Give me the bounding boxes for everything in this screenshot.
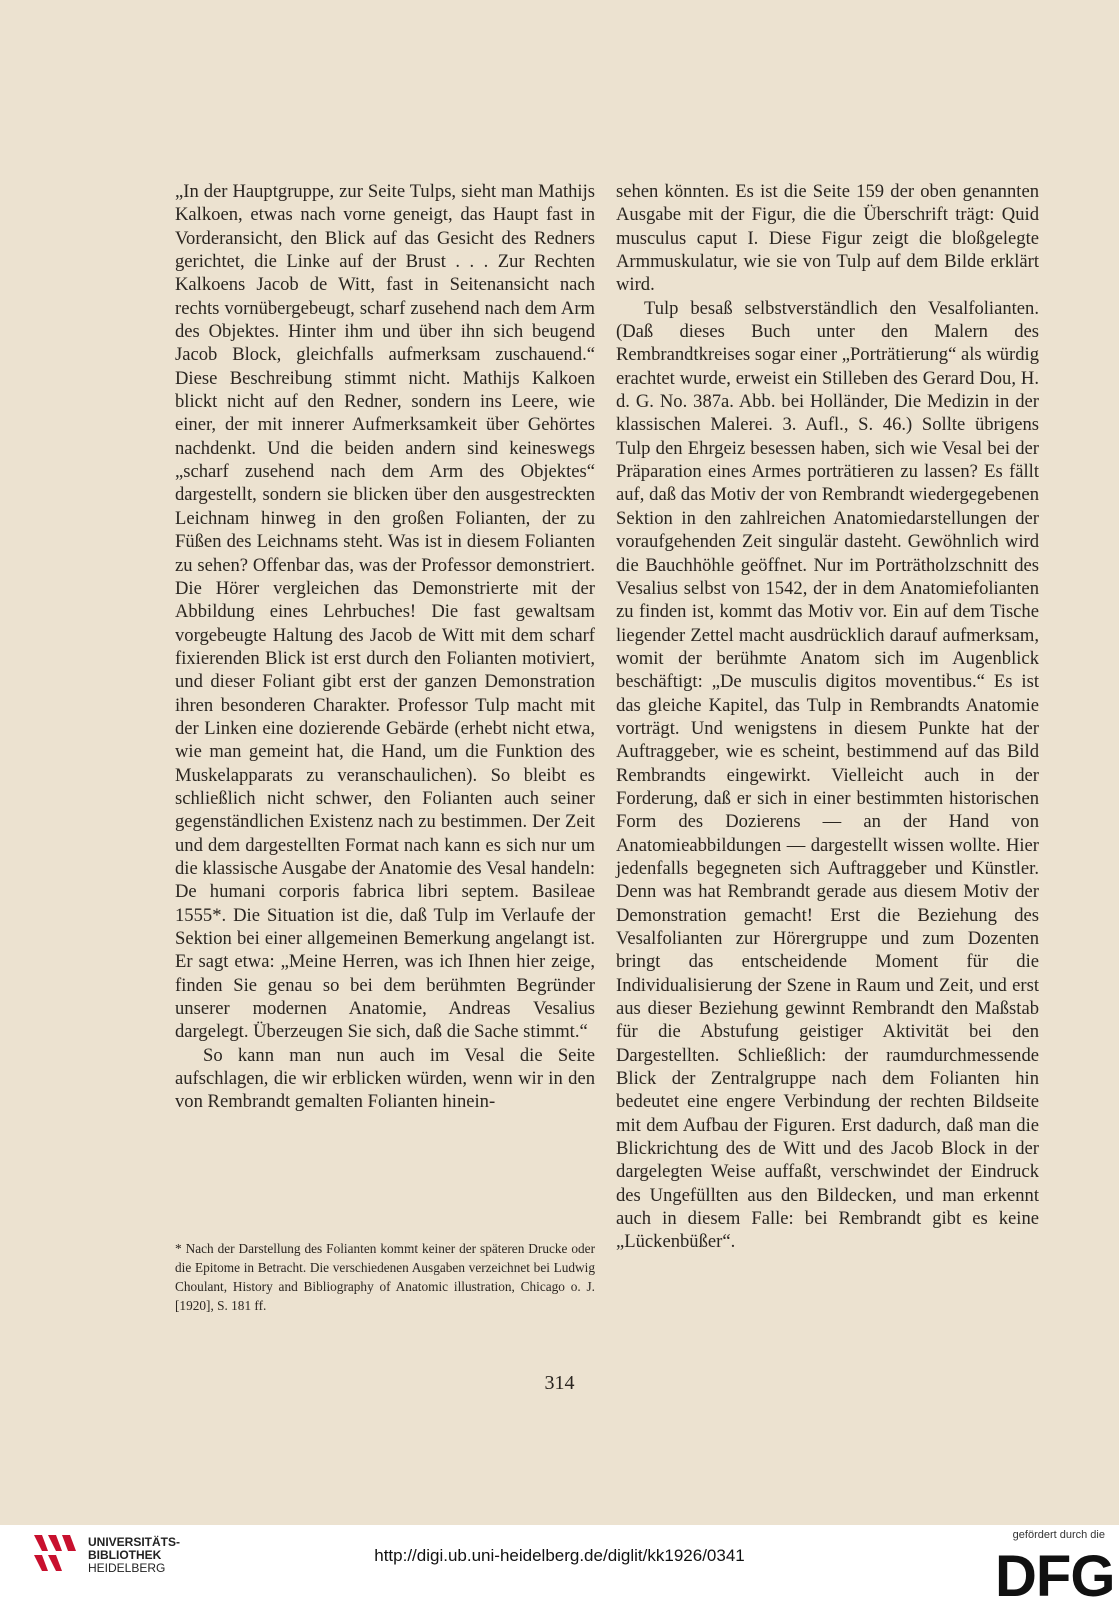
left-column bbox=[175, 180, 595, 1114]
footnote: * Nach der Darstellung des Folianten kommt keiner der späteren Drucke oder die Epitome in Betracht. Die verschiedenen Ausgaben verzeichnet bei Ludwig Choulant, History and Bibliography of Anatomic illustration, Chicago o. J. [1920], S. 181 ff. bbox=[175, 1241, 595, 1313]
dfg-logo[interactable]: DFG bbox=[995, 1544, 1115, 1609]
page-number: 314 bbox=[544, 1372, 575, 1394]
funding-note: gefördert durch die bbox=[1012, 1529, 1105, 1541]
library-name-line2: BIBLIOTHEK bbox=[88, 1548, 162, 1562]
right-paragraph-2: Tulp besaß selbstverständlich den Vesalfolianten. (Daß dieses Buch unter den Malern des Rembrandtkreises sogar einer „Porträtierung“ als würdig erachtet wurde, erweist ein Stilleben des Gerard Dou, H. d. G. No. 387a. Abb. bei Holländer, Die Medizin in der klassischen Malerei. 3. Aufl., S. 46.) Sollte übrigens Tulp den Ehrgeiz besessen haben, sich wie Vesal bei der Präparation eines Armes porträtieren zu lassen? Es fällt auf, daß das Motiv der von Rembrandt wiedergegebenen Sektion in den zahlreichen Anatomiedarstellungen der voraufgehenden Zeit singulär dasteht. Gewöhnlich wird die Bauchhöhle geöffnet. Nur im Porträtholzschnitt des Vesalius selbst von 1542, der in dem Anatomiefolianten zu finden ist, kommt das Motiv vor. Ein auf dem Tische liegender Zettel macht ausdrücklich darauf aufmerksam, womit der berühmte Anatom sich im Augenblick beschäftigt: „De musculis digitos moventibus.“ Es ist das gleiche Kapitel, das Tulp in Rembrandts Anatomie vorträgt. Und wenigstens in diesem Punkte hat der Auftraggeber, wie es scheint, bestimmend auf das Bild Rembrandts eingewirkt. Vielleicht auch in der Forderung, daß er sich in einer bestimmten historischen Form des Dozierens — an der Hand von Anatomieabbildungen — dargestellt wissen wollte. Hier jedenfalls begegneten sich Auftraggeber und Künstler. Denn was hat Rembrandt gerade aus diesem Motiv der Demonstration gemacht! Erst die Beziehung des Vesalfolianten zur Hörergruppe und zum Dozenten bringt das entscheidende Moment für die Individualisierung der Szene in Raum und Zeit, und erst aus dieser Beziehung gewinnt Rembrandt den Maßstab für die Abstufung geistiger Aktivität bei den Dargestellten. Schließlich: der raumdurchmessende Blick der Zentralgruppe nach dem Folianten hin bedeutet eine engere Verbindung der rechten Bildseite mit dem Aufbau der Figuren. Erst dadurch, daß man die Blickrichtung des de Witt und des Jacob Block in der dargelegten Weise auffaßt, verschwindet der Eindruck des Ungefüllten aus den Bildecken, und man erkennt auch in diesem Falle: bei Rembrandt gibt es keine „Lückenbüßer“. bbox=[616, 297, 1039, 1253]
left-paragraph-1: „In der Hauptgruppe, zur Seite Tulps, sieht man Mathijs Kalkoen, etwas nach vorne geneigt, das Haupt fast in Vorderansicht, den Blick auf das Gesicht des Redners gerichtet, die Linke auf der Brust . . . Zur Rechten Kalkoens Jacob de Witt, fast in Seitenansicht nach rechts vornübergebeugt, scharf zusehend nach dem Arm des Objektes. Hinter ihm und über ihn sich beugend Jacob Block, gleichfalls aufmerksam zuschauend.“ Diese Beschreibung stimmt nicht. Mathijs Kalkoen blickt nicht auf den Redner, sondern ins Leere, wie einer, der mit innerer Aufmerksamkeit über Gehörtes nachdenkt. Und die beiden andern sind keineswegs „scharf zusehend nach dem Arm des Objektes“ dargestellt, sondern sie blicken über den ausgestreckten Leichnam hinweg in den großen Folianten, der zu Füßen des Leichnams steht. Was ist in diesem Folianten zu sehen? Offenbar das, was der Professor demonstriert. Die Hörer vergleichen das Demonstrierte mit der Abbildung eines Lehrbuches! Die fast gewaltsam vorgebeugte Haltung des Jacob de Witt mit dem scharf fixierenden Blick ist erst durch den Folianten motiviert, und dieser Foliant gibt erst der ganzen Demonstration ihren besonderen Charakter. Professor Tulp macht mit der Linken eine dozierende Gebärde (erhebt nicht etwa, wie man gemeint hat, die Hand, um die Funktion des Muskelapparats zu veranschaulichen). So bleibt es schließlich nicht schwer, den Folianten auch seiner gegenständlichen Existenz nach zu bestimmen. Der Zeit und dem dargestellten Format nach kann es sich nur um die klassische Ausgabe der Anatomie des Vesal handeln: De humani corporis fabrica libri septem. Basileae 1555*. Die Situation ist die, daß Tulp im Verlaufe der Sektion bei einer allgemeinen Bemerkung angelangt ist. Er sagt etwa: „Meine Herren, was ich Ihnen hier zeige, finden Sie genau so bei dem berühmten Begründer unserer modernen Anatomie, Andreas Vesalius dargelegt. Überzeugen Sie sich, daß die Sache stimmt.“ bbox=[175, 181, 595, 1043]
library-name-line1: UNIVERSITÄTS- bbox=[88, 1535, 181, 1549]
right-paragraph-1: sehen könnten. Es ist die Seite 159 der oben genannten Ausgabe mit der Figur, die die Überschrift trägt: Quid musculus caput I. Diese Figur zeigt die bloßgelegte Armmuskulatur, wie sie von Tulp auf dem Bilde erklärt wird. bbox=[616, 181, 1039, 296]
library-name-line3: HEIDELBERG bbox=[88, 1561, 166, 1575]
left-paragraph-2: So kann man nun auch im Vesal die Seite aufschlagen, die wir erblicken würden, wenn wir in den von Rembrandt gemalten Folianten hinein- bbox=[175, 1044, 595, 1113]
source-url-link[interactable]: http://digi.ub.uni-heidelberg.de/diglit/kk1926/0341 bbox=[374, 1546, 745, 1565]
right-column bbox=[616, 180, 1039, 1254]
